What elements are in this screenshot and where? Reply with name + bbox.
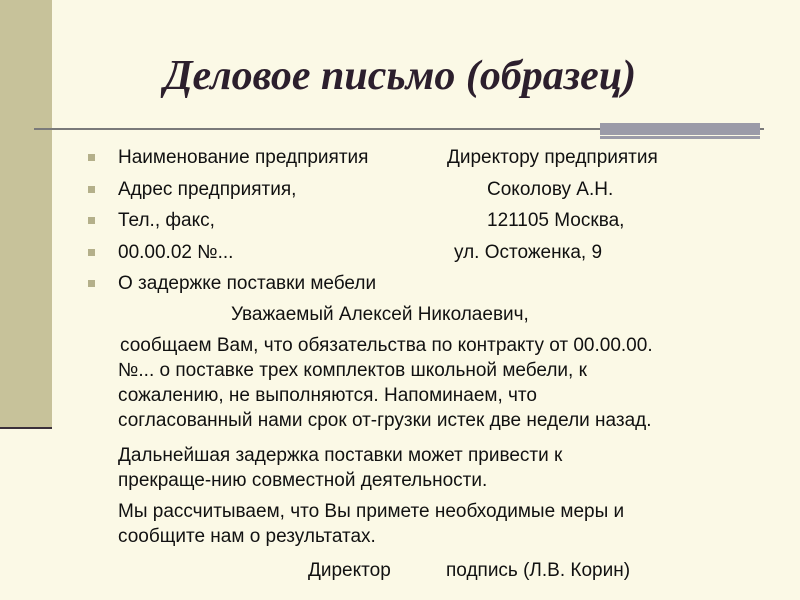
bullet-icon [88, 154, 95, 161]
bullet-icon [88, 186, 95, 193]
greeting: Уважаемый Алексей Николаевич, [231, 304, 529, 325]
body-line: сообщаем Вам, что обязательства по контракту от 00.00.00. [120, 335, 653, 356]
body-line: Дальнейшая задержка поставки может привести к [118, 445, 563, 466]
body-line: №... о поставке трех комплектов школьной мебели, к [118, 360, 587, 381]
sender-address: Адрес предприятия, [118, 179, 297, 200]
letter-number: 00.00.02 №... [118, 242, 234, 263]
decorative-bar-thin [600, 136, 760, 139]
body-line: прекраще-нию совместной деятельности. [118, 470, 488, 491]
bullet-icon [88, 217, 95, 224]
signature-role: Директор [308, 560, 391, 581]
left-accent-underline [0, 427, 52, 429]
recipient-city: 121105 Москва, [487, 210, 625, 231]
letter-subject: О задержке поставки мебели [118, 273, 377, 294]
bullet-icon [88, 280, 95, 287]
sender-phone: Тел., факс, [118, 210, 215, 231]
page-title: Деловое письмо (образец) [163, 53, 637, 99]
sender-name: Наименование предприятия [118, 147, 369, 168]
recipient-street: ул. Остоженка, 9 [454, 242, 603, 263]
decorative-bar [600, 123, 760, 135]
body-line: сообщите нам о результатах. [118, 526, 376, 547]
signature-text: подпись (Л.В. Корин) [446, 560, 631, 581]
body-line: Мы рассчитываем, что Вы примете необходимые меры и [118, 501, 625, 522]
body-line: согласованный нами срок от-грузки истек две недели назад. [118, 410, 652, 431]
body-line: сожалению, не выполняются. Напоминаем, что [118, 385, 537, 406]
recipient-title: Директору предприятия [447, 147, 658, 168]
bullet-icon [88, 249, 95, 256]
recipient-name: Соколову А.Н. [487, 179, 614, 200]
